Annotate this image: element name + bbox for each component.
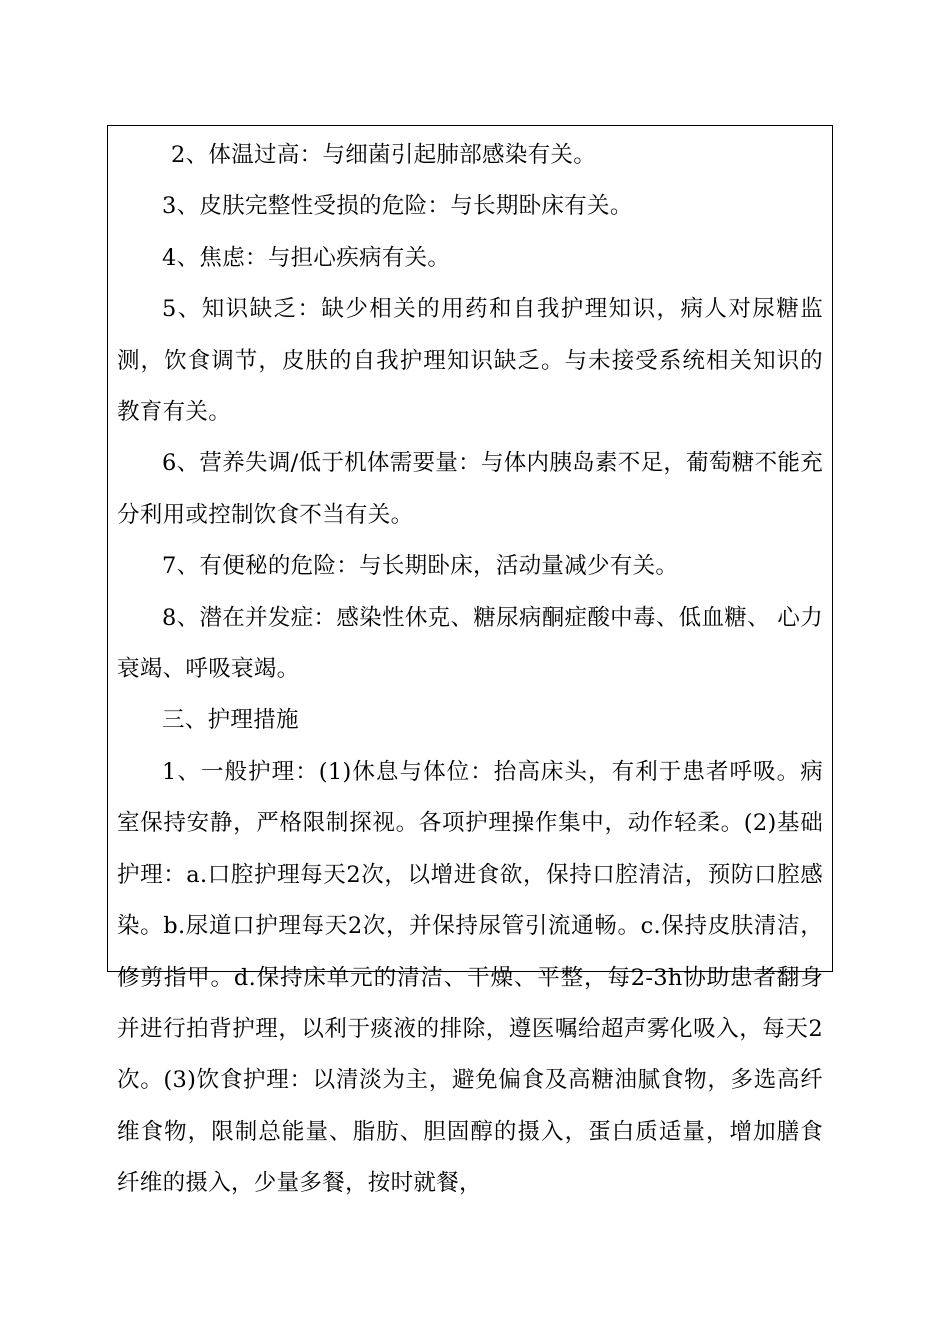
paragraph-fever: 2、体温过高：与细菌引起肺部感染有关。 <box>171 142 597 168</box>
paragraph-general-care: 1、一般护理：(1)休息与体位：抬高床头，有利于患者呼吸。病室保持安静，严格限制探视。各项护理操作集中，动作轻柔。(2)基础护理：a.口腔护理每天2次，以增进食欲，保持口腔清洁，预防口腔感染。b.尿道口护理每天2次，并保持尿管引流通畅。c.保持皮肤清洁，修剪指甲。d.保持床单元的清洁、干燥、平整，每2-3h协助患者翻身并进行拍背护理，以利于痰液的排除，遵医嘱给超声雾化吸入，每天2次。(3)饮食护理：以清淡为主，避免偏食及高糖油腻食物，多选高纤维食物，限制总能量、脂肪、胆固醇的摄入，蛋白质适量，增加膳食纤维的摄入，少量多餐，按时就餐， <box>117 758 823 1197</box>
paragraph-skin-integrity: 3、皮肤完整性受损的危险：与长期卧床有关。 <box>162 193 633 220</box>
document-body <box>117 130 823 1210</box>
paragraph-knowledge-deficit: 5、知识缺乏：缺少相关的用药和自我护理知识，病人对尿糖监测，饮食调节，皮肤的自我护理知识缺乏。与未接受系统相关知识的教育有关。 <box>117 296 823 426</box>
paragraph-constipation: 7、有便秘的危险：与长期卧床，活动量减少有关。 <box>162 553 679 580</box>
document-frame <box>107 125 833 1197</box>
paragraph-complications: 8、潜在并发症：感染性休克、糖尿病酮症酸中毒、低血糖、 心力衰竭、呼吸衰竭。 <box>117 604 823 683</box>
paragraph-nutrition: 6、营养失调/低于机体需要量：与体内胰岛素不足，葡萄糖不能充分利用或控制饮食不当有关。 <box>117 450 823 528</box>
section-heading-nursing-measures: 三、护理措施 <box>162 707 299 734</box>
paragraph-anxiety: 4、焦虑：与担心疾病有关。 <box>162 244 451 271</box>
